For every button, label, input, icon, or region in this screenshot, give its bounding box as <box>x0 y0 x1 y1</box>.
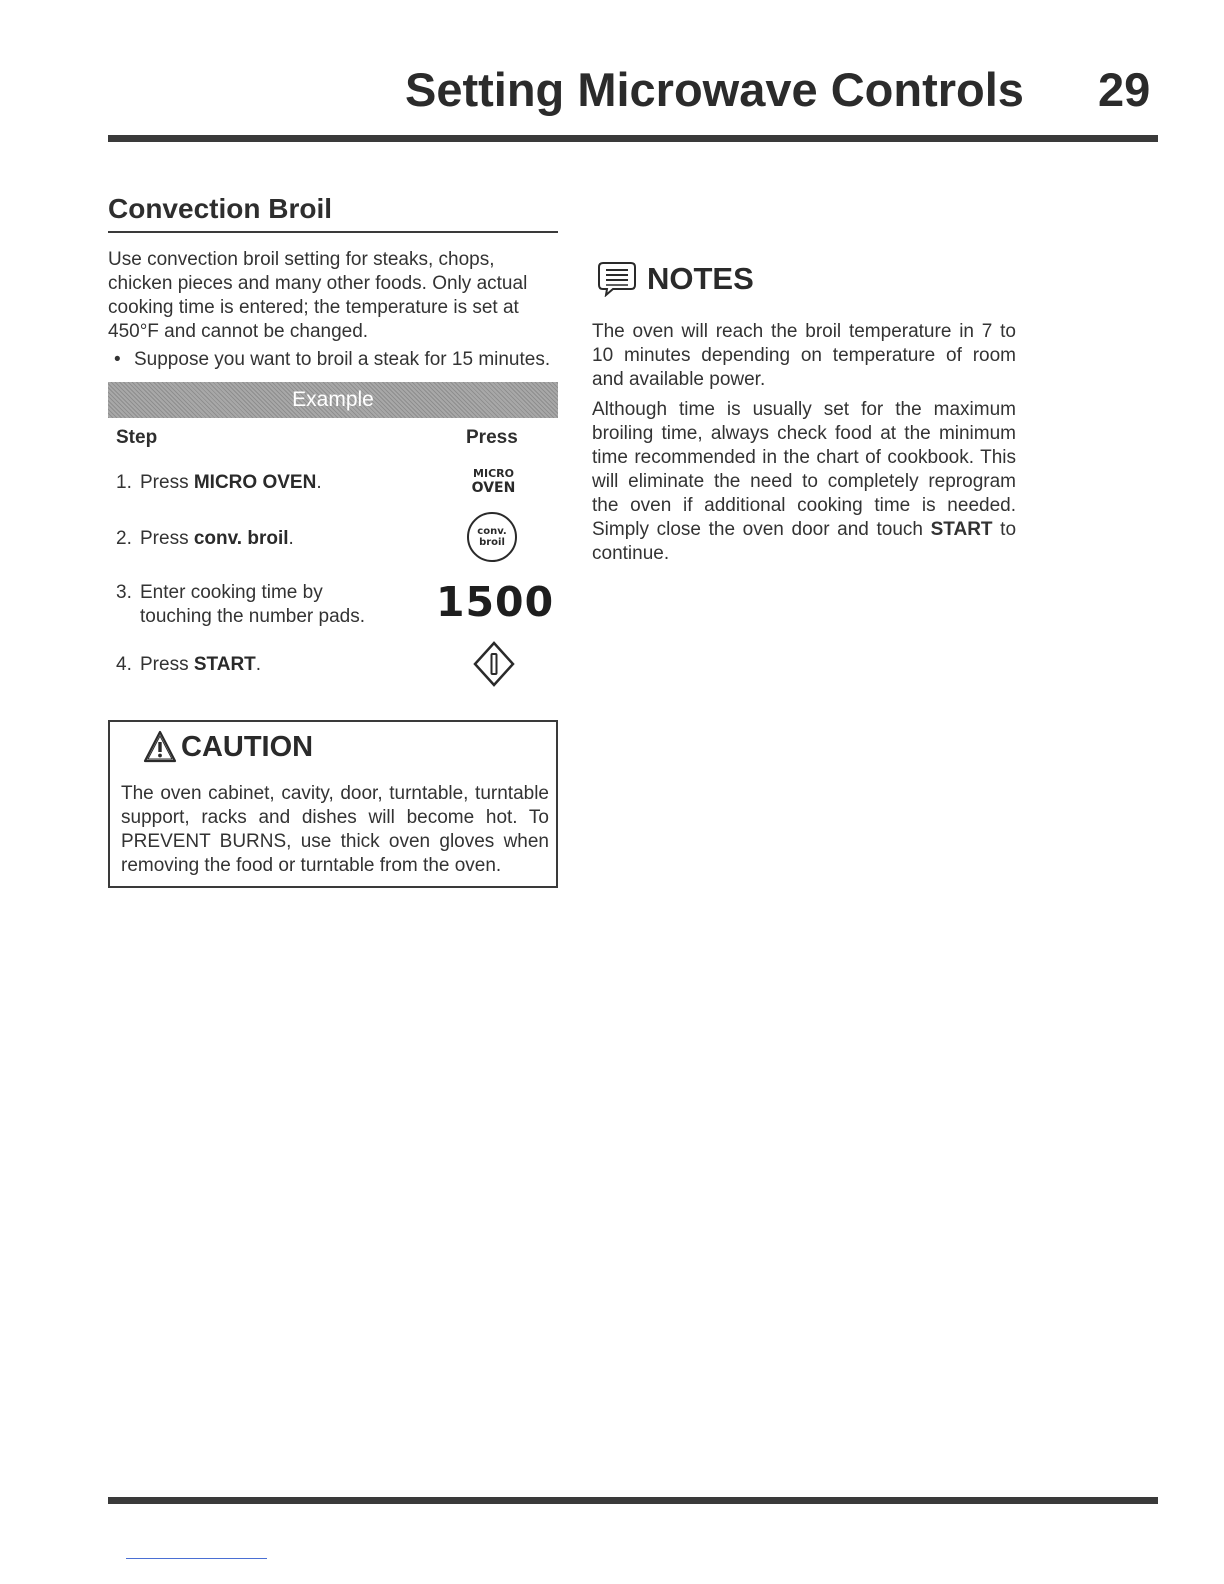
notes-paragraph-1: The oven will reach the broil temperature in 7 to 10 minutes depending on temperature of room and available power. <box>592 321 1016 390</box>
step-number: 3. <box>116 582 132 603</box>
example-bar: Example <box>108 382 558 418</box>
header-rule <box>108 135 1158 142</box>
bullet-item <box>108 348 563 372</box>
notes-p2-text: Although time is usually set for the maximum broiling time, always check food at the minimum time recommended in the chart of cookbook. This will eliminate the need to completely reprogram the oven if additional cooking time is needed. Simply close the oven door and touch <box>592 399 1016 540</box>
micro-oven-key-icon <box>466 467 521 495</box>
step-punct: . <box>288 528 294 549</box>
start-key-icon <box>473 641 515 687</box>
micro-key-line1: MICRO <box>473 467 514 480</box>
notes-paragraph-2 <box>592 398 1016 566</box>
section-heading: Convection Broil <box>108 193 558 233</box>
step-text: Press <box>140 654 194 675</box>
step-text: Press <box>140 472 194 493</box>
step-text: Enter cooking time by <box>140 582 323 603</box>
footer-link-underline <box>126 1558 267 1559</box>
caution-title: CAUTION <box>181 731 314 763</box>
footer-rule <box>108 1497 1158 1504</box>
conv-key-line1: conv. <box>477 526 507 537</box>
step-text-line2: touching the number pads. <box>140 606 365 627</box>
notes-icon <box>597 261 637 297</box>
bullet-text: Suppose you want to broil a steak for 15 minutes. <box>134 349 551 370</box>
intro-paragraph: Use convection broil setting for steaks, chops, chicken pieces and many other foods. Only actual cooking time is entered; the temperature is set at 450°F and cannot be changed. <box>108 249 528 342</box>
step-1 <box>116 471 322 495</box>
step-4 <box>116 653 261 677</box>
micro-key-line2: OVEN <box>471 480 516 496</box>
cooking-time-display: 1500 <box>436 578 555 626</box>
step-key-name: START <box>193 654 256 675</box>
step-2 <box>116 527 294 551</box>
step-column-header: Step <box>116 427 158 448</box>
page-number: 29 <box>1098 63 1151 116</box>
notes-p2-key-name: START <box>930 519 993 540</box>
notes-p2-tail: to continue. <box>592 519 1017 564</box>
caution-text: The oven cabinet, cavity, door, turntable, turntable support, racks and dishes will become hot. To PREVENT BURNS, use thick oven gloves when removing the food or turntable from the oven. <box>121 783 549 876</box>
warning-triangle-icon <box>143 730 177 764</box>
step-number: 1. <box>116 472 132 493</box>
step-key-name: MICRO OVEN <box>193 472 317 493</box>
notes-title: NOTES <box>647 261 754 296</box>
conv-key-line2: broil <box>479 537 505 548</box>
step-punct: . <box>316 472 322 493</box>
step-punct: . <box>255 654 262 675</box>
bullet-dot: • <box>114 349 121 370</box>
press-column-header: Press <box>466 427 518 448</box>
page-title: Setting Microwave Controls <box>405 63 1024 116</box>
step-text: Press <box>140 528 194 549</box>
step-key-name: conv. broil <box>193 528 289 549</box>
step-number: 2. <box>116 528 132 549</box>
step-3 <box>116 581 365 629</box>
conv-broil-key-icon <box>467 512 517 562</box>
step-number: 4. <box>116 654 132 675</box>
